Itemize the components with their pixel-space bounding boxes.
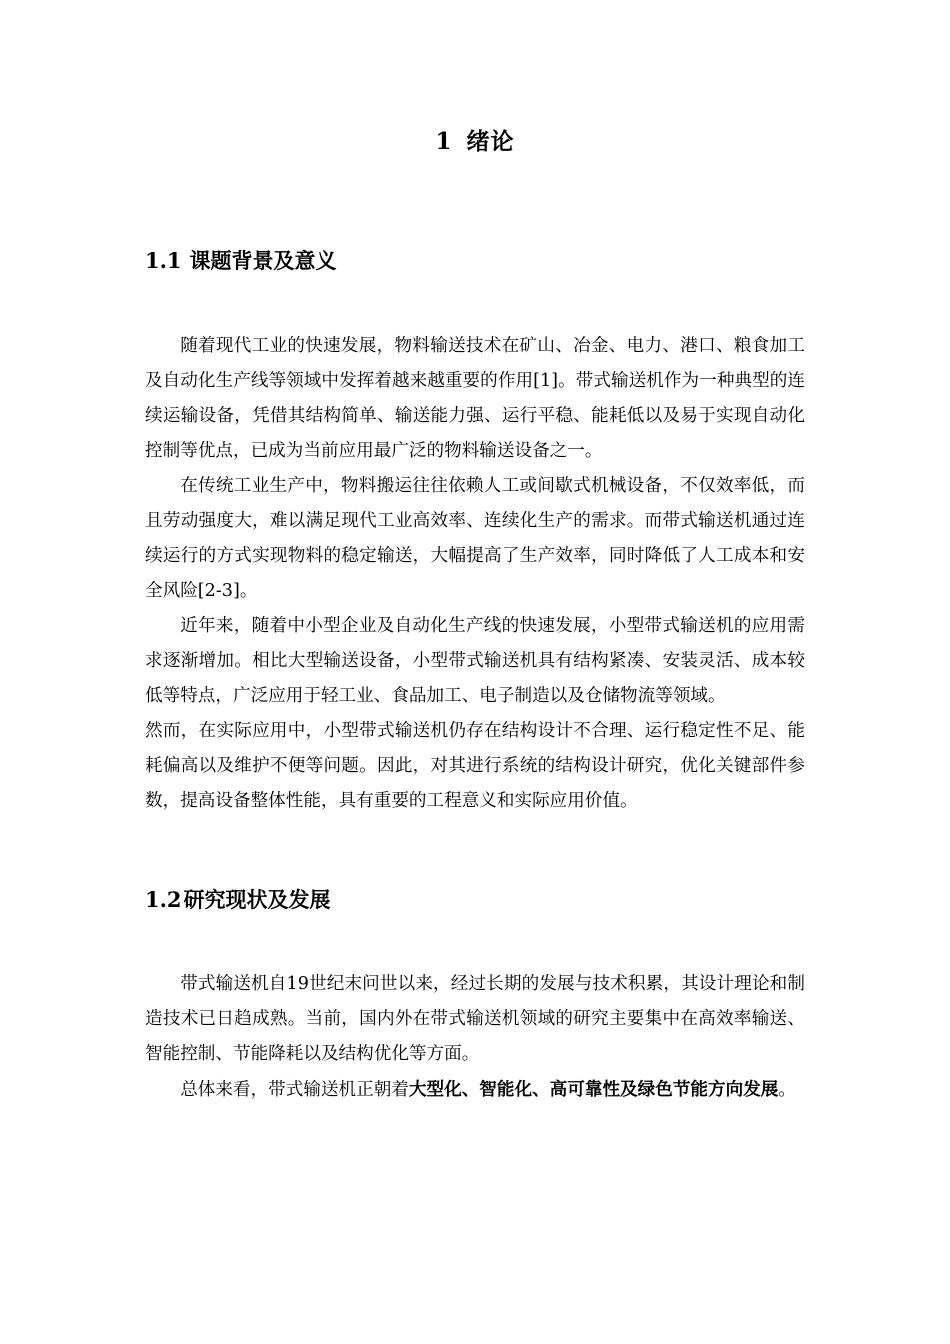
section-1-1-body <box>145 329 805 819</box>
summary-paragraph <box>145 1072 805 1108</box>
section-title: 课题背景及意义 <box>189 248 337 273</box>
section-heading-1-2 <box>145 885 331 915</box>
section-heading-1-1 <box>145 246 337 276</box>
chapter-number: 1 <box>435 128 453 155</box>
paragraph: 在传统工业生产中，物料搬运往往依赖人工或间歇式机械设备，不仅效率低，而且劳动强度大，难以满足现代工业高效率、连续化生产的需求。而带式输送机通过连续运行的方式实现物料的稳定输送，大幅提高了生产效率，同时降低了人工成本和安全风险[2-3]。 <box>145 476 805 601</box>
summary-prefix: 总体来看，带式输送机正朝着 <box>180 1080 409 1100</box>
chapter-title <box>0 124 950 160</box>
section-title: 研究现状及发展 <box>183 887 331 912</box>
summary-emphasis: 大型化、智能化、高可靠性及绿色节能方向发展 <box>408 1079 779 1100</box>
summary-suffix: 。 <box>778 1080 797 1100</box>
section-number: 1.2 <box>145 887 182 912</box>
paragraph: 近年来，随着中小型企业及自动化生产线的快速发展，小型带式输送机的应用需求逐渐增加。相比大型输送设备，小型带式输送机具有结构紧凑、安装灵活、成本较低等特点，广泛应用于轻工业、食品加工、电子制造以及仓储物流等领域。 <box>145 616 805 706</box>
paragraph: 然而，在实际应用中，小型带式输送机仍存在结构设计不合理、运行稳定性不足、能耗偏高以及维护不便等问题。因此，对其进行系统的结构设计研究，优化关键部件参数，提高设备整体性能，具有重要的工程意义和实际应用价值。 <box>145 721 805 811</box>
section-1-2-body <box>145 967 805 1108</box>
chapter-title-text: 绪论 <box>466 128 515 155</box>
paragraph: 随着现代工业的快速发展，物料输送技术在矿山、冶金、电力、港口、粮食加工及自动化生产线等领域中发挥着越来越重要的作用[1]。带式输送机作为一种典型的连续运输设备，凭借其结构简单、输送能力强、运行平稳、能耗低以及易于实现自动化控制等优点，已成为当前应用最广泛的物料输送设备之一。 <box>145 336 805 461</box>
section-number: 1.1 <box>145 248 182 273</box>
paragraph: 带式输送机自19世纪末问世以来，经过长期的发展与技术积累，其设计理论和制造技术已日趋成熟。当前，国内外在带式输送机领域的研究主要集中在高效率输送、智能控制、节能降耗以及结构优化等方面。 <box>145 974 805 1064</box>
